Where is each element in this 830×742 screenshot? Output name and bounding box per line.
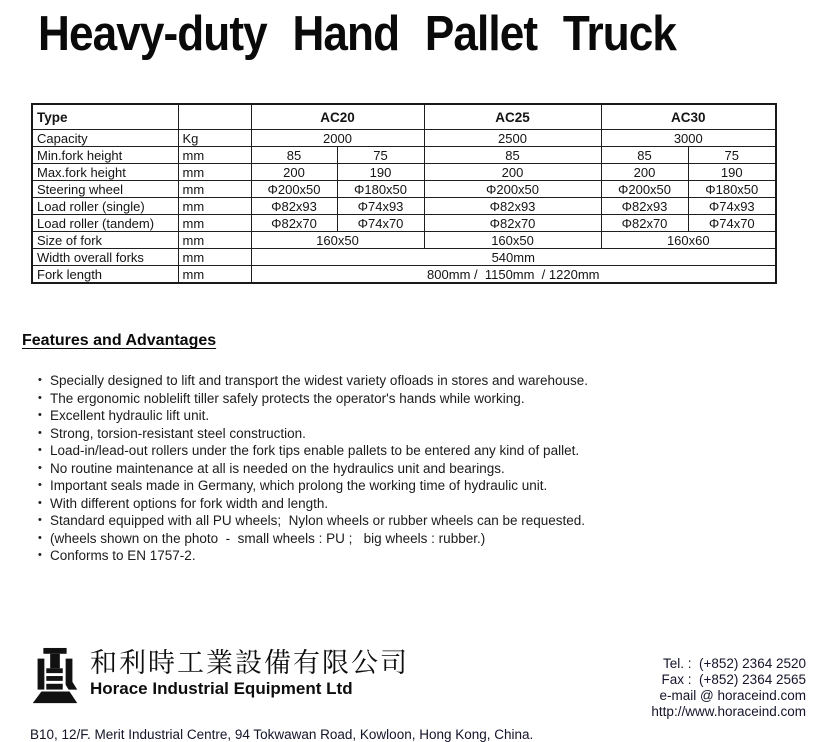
fax-line: Fax : (+852) 2364 2565: [661, 672, 806, 687]
company-block: [30, 647, 409, 707]
row-unit: mm: [178, 164, 251, 181]
features-list: [22, 372, 802, 565]
feature-item: • Specially designed to lift and transport the widest variety ofloads in stores and warehouse.: [38, 372, 802, 390]
spec-cell: Φ74x70: [688, 215, 776, 232]
table-row: [32, 181, 776, 198]
table-row: [32, 164, 776, 181]
header-model-ac30: AC30: [601, 104, 776, 130]
feature-item: • Important seals made in Germany, which prolong the working time of hydraulic unit.: [38, 477, 802, 495]
company-address: B10, 12/F. Merit Industrial Centre, 94 Tokwawan Road, Kowloon, Hong Kong, China.: [30, 727, 534, 742]
spec-cell: Φ82x70: [251, 215, 337, 232]
spec-table-container: [31, 103, 777, 284]
spec-cell: Φ82x93: [601, 198, 688, 215]
spec-cell: 800mm / 1150mm / 1220mm: [251, 266, 776, 284]
feature-item: • Load-in/lead-out rollers under the fork tips enable pallets to be entered any kind of pallet.: [38, 442, 802, 460]
table-header-row: [32, 104, 776, 130]
spec-cell: 75: [337, 147, 424, 164]
row-unit: mm: [178, 232, 251, 249]
row-label: Load roller (tandem): [32, 215, 178, 232]
row-label: Fork length: [32, 266, 178, 284]
row-label: Steering wheel: [32, 181, 178, 198]
feature-item: • Strong, torsion-resistant steel construction.: [38, 425, 802, 443]
spec-cell: 160x50: [424, 232, 601, 249]
row-label: Capacity: [32, 130, 178, 147]
spec-cell: 85: [601, 147, 688, 164]
spec-cell: Φ82x70: [601, 215, 688, 232]
table-row: [32, 198, 776, 215]
header-model-ac20: AC20: [251, 104, 424, 130]
spec-cell: 200: [601, 164, 688, 181]
feature-item: • No routine maintenance at all is needed on the hydraulics unit and bearings.: [38, 460, 802, 478]
header-unit-cell: [178, 104, 251, 130]
feature-item: • (wheels shown on the photo - small wheels : PU ; big wheels : rubber.): [38, 530, 802, 548]
table-row: [32, 232, 776, 249]
spec-cell: 200: [424, 164, 601, 181]
spec-cell: 200: [251, 164, 337, 181]
row-label: Min.fork height: [32, 147, 178, 164]
footer: [30, 647, 806, 742]
spec-cell: Φ200x50: [251, 181, 337, 198]
spec-cell: 190: [688, 164, 776, 181]
table-row: [32, 249, 776, 266]
spec-cell: 540mm: [251, 249, 776, 266]
row-unit: mm: [178, 215, 251, 232]
row-unit: mm: [178, 147, 251, 164]
spec-cell: Φ200x50: [601, 181, 688, 198]
table-row: [32, 147, 776, 164]
contact-block: [651, 647, 806, 720]
page-title: Heavy-duty Hand Pallet Truck: [38, 7, 677, 61]
row-unit: mm: [178, 181, 251, 198]
spec-cell: 85: [251, 147, 337, 164]
spec-cell: Φ180x50: [688, 181, 776, 198]
tel-line: Tel. : (+852) 2364 2520: [663, 656, 806, 671]
spec-cell: 75: [688, 147, 776, 164]
table-row: [32, 130, 776, 147]
row-label: Load roller (single): [32, 198, 178, 215]
spec-cell: Φ74x93: [688, 198, 776, 215]
spec-cell: Φ82x93: [424, 198, 601, 215]
spec-cell: Φ82x70: [424, 215, 601, 232]
feature-item: • Conforms to EN 1757-2.: [38, 547, 802, 565]
spec-cell: 2500: [424, 130, 601, 147]
spec-cell: 160x50: [251, 232, 424, 249]
spec-cell: Φ74x70: [337, 215, 424, 232]
row-unit: mm: [178, 198, 251, 215]
table-row: [32, 215, 776, 232]
document-page: [0, 6, 830, 740]
company-name-english: Horace Industrial Equipment Ltd: [90, 679, 353, 698]
row-label: Max.fork height: [32, 164, 178, 181]
feature-item: • The ergonomic noblelift tiller safely protects the operator's hands while working.: [38, 390, 802, 408]
row-unit: mm: [178, 249, 251, 266]
company-logo-icon: [30, 647, 80, 707]
row-unit: Kg: [178, 130, 251, 147]
spec-cell: 85: [424, 147, 601, 164]
header-type-label: Type: [32, 104, 178, 130]
spec-cell: Φ74x93: [337, 198, 424, 215]
row-unit: mm: [178, 266, 251, 284]
feature-item: • Excellent hydraulic lift unit.: [38, 407, 802, 425]
row-label: Width overall forks: [32, 249, 178, 266]
feature-item: • Standard equipped with all PU wheels; Nylon wheels or rubber wheels can be requested.: [38, 512, 802, 530]
row-label: Size of fork: [32, 232, 178, 249]
spec-cell: 190: [337, 164, 424, 181]
header-model-ac25: AC25: [424, 104, 601, 130]
spec-cell: 160x60: [601, 232, 776, 249]
spec-cell: Φ180x50: [337, 181, 424, 198]
feature-item: • With different options for fork width and length.: [38, 495, 802, 513]
company-name-chinese: 和利時工業設備有限公司: [90, 648, 409, 679]
spec-table: [31, 103, 777, 284]
website-line: http://www.horaceind.com: [651, 704, 806, 719]
spec-cell: 3000: [601, 130, 776, 147]
spec-cell: Φ82x93: [251, 198, 337, 215]
email-line: e-mail @ horaceind.com: [659, 688, 806, 703]
spec-cell: 2000: [251, 130, 424, 147]
features-heading: Features and Advantages: [22, 332, 217, 349]
features-section: [22, 332, 802, 565]
table-row: [32, 266, 776, 284]
spec-cell: Φ200x50: [424, 181, 601, 198]
